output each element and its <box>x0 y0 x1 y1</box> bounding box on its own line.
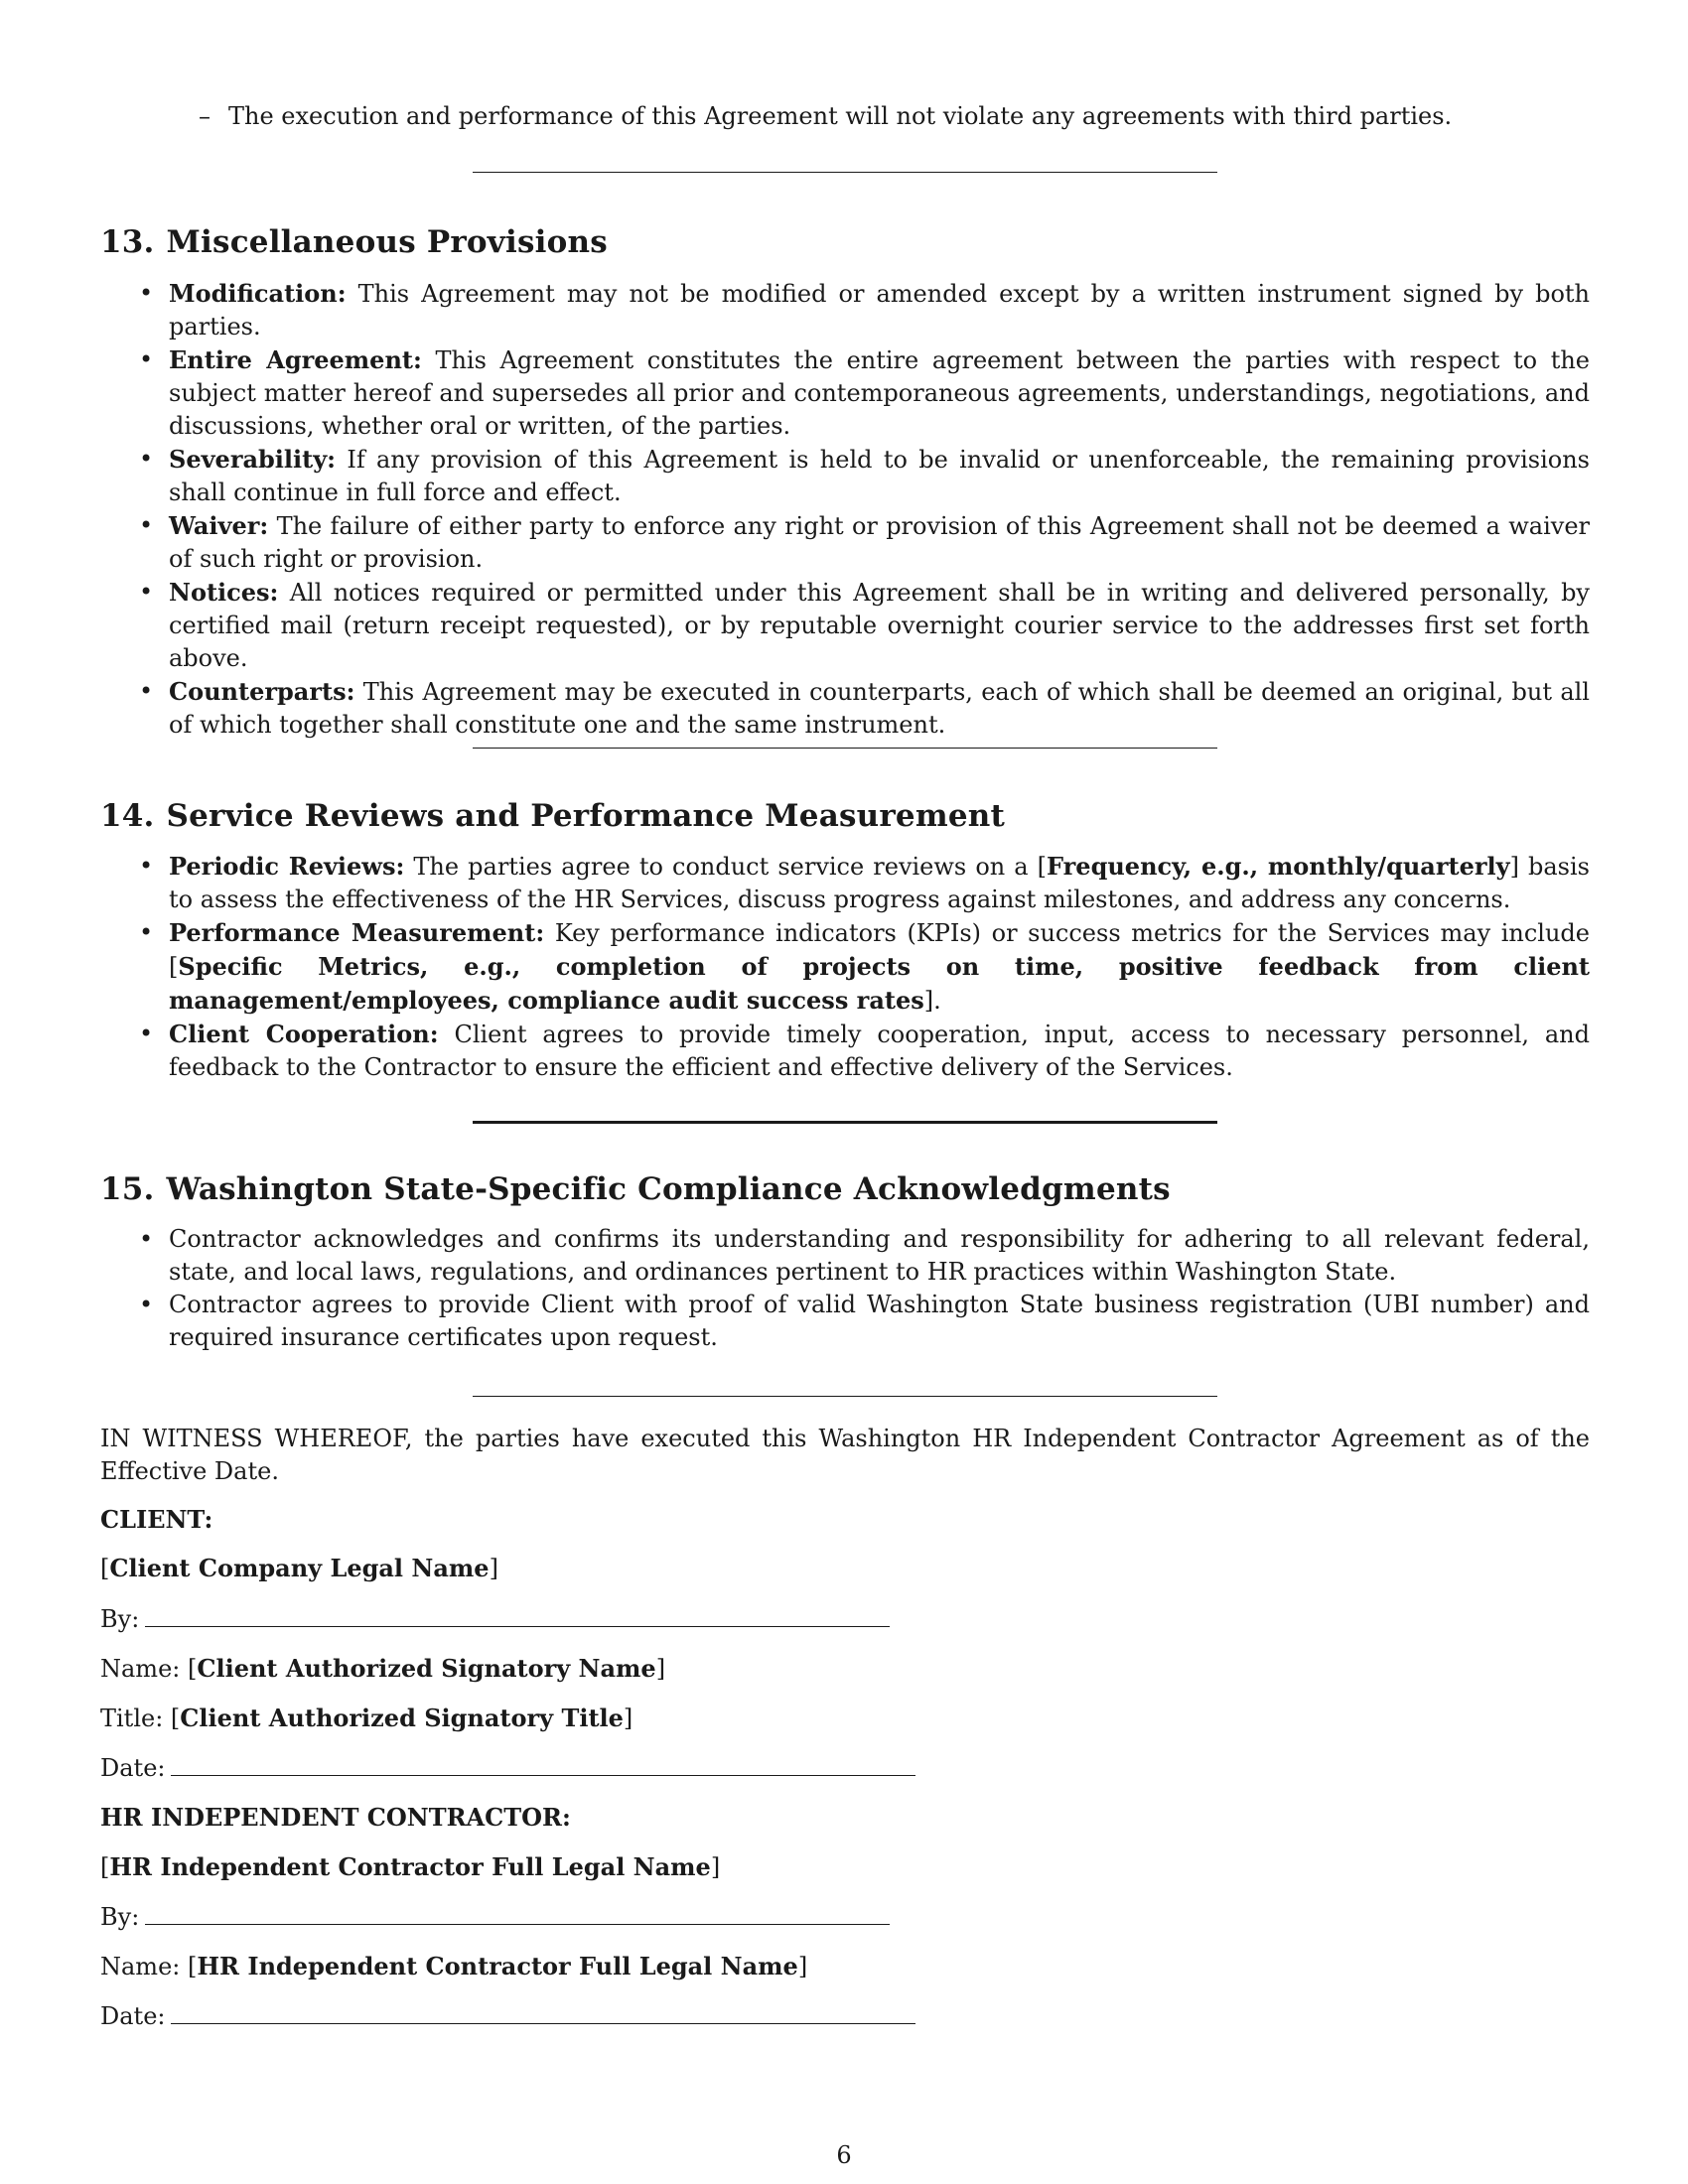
contractor-name-row: Name: [HR Independent Contractor Full Legal Name] <box>100 1952 808 1980</box>
item-text: The execution and performance of this Agreement will not violate any agreements with third parties. <box>228 102 1453 130</box>
item-text: Contractor agrees to provide Client with proof of valid Washington State business registration (UBI number) and required insurance certificates upon request. <box>169 1291 1590 1351</box>
item-placeholder: Frequency, e.g., monthly/quarterly <box>1047 852 1510 881</box>
section-number: 15. <box>100 1171 155 1207</box>
item-placeholder: Specific Metrics, e.g., completion of projects on time, positive feedback from client management/employees, compliance audit success rates <box>169 952 1590 1015</box>
client-signature-line[interactable] <box>145 1602 890 1627</box>
client-name-placeholder: Client Authorized Signatory Name <box>197 1654 656 1683</box>
item-text: Key performance indicators (KPIs) or success metrics for the Services may include [ <box>169 919 1590 981</box>
client-title-placeholder: Client Authorized Signatory Title <box>180 1704 624 1732</box>
section-14-heading <box>100 796 1005 836</box>
section-number: 13. <box>100 224 155 260</box>
item-text: Contractor acknowledges and confirms its understanding and responsibility for adhering to all relevant federal, state, and local laws, regulations, and ordinances pertinent to HR practices within Washington State. <box>169 1225 1590 1286</box>
client-company-placeholder: Client Company Legal Name <box>109 1554 490 1582</box>
item-term: Periodic Reviews: <box>169 852 405 881</box>
list-item: • Client Cooperation: Client agrees to provide timely cooperation, input, access to necessary personnel, and feedback to the Contractor to ensure the efficient and effective delivery of the Services. <box>139 1020 1590 1081</box>
list-item: • Severability: If any provision of this Agreement is held to be invalid or unenforceable, the remaining provisions shall continue in full force and effect. <box>139 445 1590 506</box>
client-date-row <box>100 1751 915 1785</box>
contractor-heading: HR INDEPENDENT CONTRACTOR: <box>100 1803 571 1832</box>
section-title: Miscellaneous Provisions <box>166 224 608 260</box>
client-name-row: Name: [Client Authorized Signatory Name] <box>100 1654 666 1683</box>
item-term: Performance Measurement: <box>169 918 545 947</box>
page-number: 6 <box>836 2141 852 2169</box>
contractor-company: [HR Independent Contractor Full Legal Name] <box>100 1852 721 1881</box>
contractor-date-row <box>100 1999 915 2033</box>
by-label: By: <box>100 1903 140 1931</box>
section-divider <box>473 172 1217 173</box>
section-15-list <box>100 1223 1590 1354</box>
section-13-heading <box>100 222 608 262</box>
item-text: The parties agree to conduct service reviews on a [ <box>413 853 1048 881</box>
contractor-date-line[interactable] <box>171 1999 915 2024</box>
name-label: Name: <box>100 1655 181 1683</box>
section-number: 14. <box>100 798 155 834</box>
item-text: The failure of either party to enforce any right or provision of this Agreement shall not be deemed a waiver of such right or provision. <box>169 512 1590 573</box>
item-term: Entire Agreement: <box>169 345 422 374</box>
item-term: Notices: <box>169 578 279 607</box>
list-item: • Performance Measurement: Key performance indicators (KPIs) or success metrics for the Services may include [Specific Metrics, e.g., completion of projects on time, positive feedback from client management/employees, compliance audit success rates]. <box>139 918 1590 1015</box>
item-text: This Agreement constitutes the entire agreement between the parties with respect to the subject matter hereof and supersedes all prior and contemporaneous agreements, understandings, negotiations, and discussions, whether oral or written, of the parties. <box>169 346 1591 440</box>
section-divider <box>473 1396 1217 1397</box>
continued-list-item <box>199 99 1452 133</box>
client-heading: CLIENT: <box>100 1505 213 1534</box>
client-by-row <box>100 1602 890 1636</box>
section-title: Washington State-Specific Compliance Acknowledgments <box>166 1171 1171 1207</box>
section-13-list <box>100 277 1590 742</box>
list-item: • Counterparts: This Agreement may be executed in counterparts, each of which shall be deemed an original, but all of which together shall constitute one and the same instrument. <box>139 677 1590 739</box>
dash-marker: – <box>199 102 211 130</box>
list-item: • Notices: All notices required or permitted under this Agreement shall be in writing and delivered personally, by certified mail (return receipt requested), or by reputable overnight courier service to the addresses first set forth above. <box>139 578 1590 672</box>
list-item: • Entire Agreement: This Agreement constitutes the entire agreement between the parties with respect to the subject matter hereof and supersedes all prior and contemporaneous agreements, understandings, negotiations, and discussions, whether oral or written, of the parties. <box>139 345 1591 440</box>
contractor-signature-line[interactable] <box>145 1900 890 1925</box>
client-company: [Client Company Legal Name] <box>100 1554 498 1582</box>
list-item: • Contractor acknowledges and confirms its understanding and responsibility for adhering to all relevant federal, state, and local laws, regulations, and ordinances pertinent to HR practices within Washington State. <box>139 1225 1590 1286</box>
section-15-heading <box>100 1169 1171 1209</box>
client-date-line[interactable] <box>171 1751 915 1776</box>
client-title-row: Title: [Client Authorized Signatory Title] <box>100 1704 633 1732</box>
contractor-by-row <box>100 1900 890 1934</box>
title-label: Title: <box>100 1705 164 1732</box>
date-label: Date: <box>100 1754 166 1782</box>
date-label: Date: <box>100 2002 166 2030</box>
item-term: Waiver: <box>169 511 269 540</box>
item-text: This Agreement may not be modified or amended except by a written instrument signed by both parties. <box>169 280 1590 341</box>
item-term: Severability: <box>169 445 337 474</box>
item-text: This Agreement may be executed in counterparts, each of which shall be deemed an original, but all of which together shall constitute one and the same instrument. <box>169 678 1590 739</box>
section-divider <box>473 1121 1217 1124</box>
section-divider <box>473 748 1217 749</box>
by-label: By: <box>100 1605 140 1633</box>
name-label: Name: <box>100 1953 181 1980</box>
item-text: If any provision of this Agreement is held to be invalid or unenforceable, the remaining provisions shall continue in full force and effect. <box>169 446 1590 506</box>
contractor-name-placeholder: HR Independent Contractor Full Legal Name <box>197 1952 798 1980</box>
item-text: Client agrees to provide timely cooperation, input, access to necessary personnel, and feedback to the Contractor to ensure the efficient and effective delivery of the Services. <box>169 1021 1590 1081</box>
item-text: All notices required or permitted under this Agreement shall be in writing and delivered personally, by certified mail (return receipt requested), or by reputable overnight courier service to the addresses first set forth above. <box>169 579 1590 672</box>
list-item: • Waiver: The failure of either party to enforce any right or provision of this Agreement shall not be deemed a waiver of such right or provision. <box>139 511 1590 573</box>
section-14-list <box>100 850 1590 1084</box>
item-term: Modification: <box>169 279 347 308</box>
witness-clause: IN WITNESS WHEREOF, the parties have executed this Washington HR Independent Contractor Agreement as of the Effective Date. <box>100 1425 1590 1485</box>
contractor-company-placeholder: HR Independent Contractor Full Legal Name <box>109 1852 711 1881</box>
item-term: Client Cooperation: <box>169 1020 439 1048</box>
section-title: Service Reviews and Performance Measurement <box>166 798 1006 834</box>
item-text: ]. <box>923 987 941 1015</box>
list-item: • Periodic Reviews: The parties agree to conduct service reviews on a [Frequency, e.g., monthly/quarterly] basis to assess the effectiveness of the HR Services, discuss progress against milestones, and address any concerns. <box>139 852 1590 913</box>
list-item: • Modification: This Agreement may not be modified or amended except by a written instrument signed by both parties. <box>139 279 1590 341</box>
list-item: • Contractor agrees to provide Client with proof of valid Washington State business registration (UBI number) and required insurance certificates upon request. <box>139 1291 1590 1351</box>
item-term: Counterparts: <box>169 677 355 706</box>
item-text: ] basis to assess the effectiveness of the HR Services, discuss progress against milestones, and address any concerns. <box>169 853 1590 913</box>
